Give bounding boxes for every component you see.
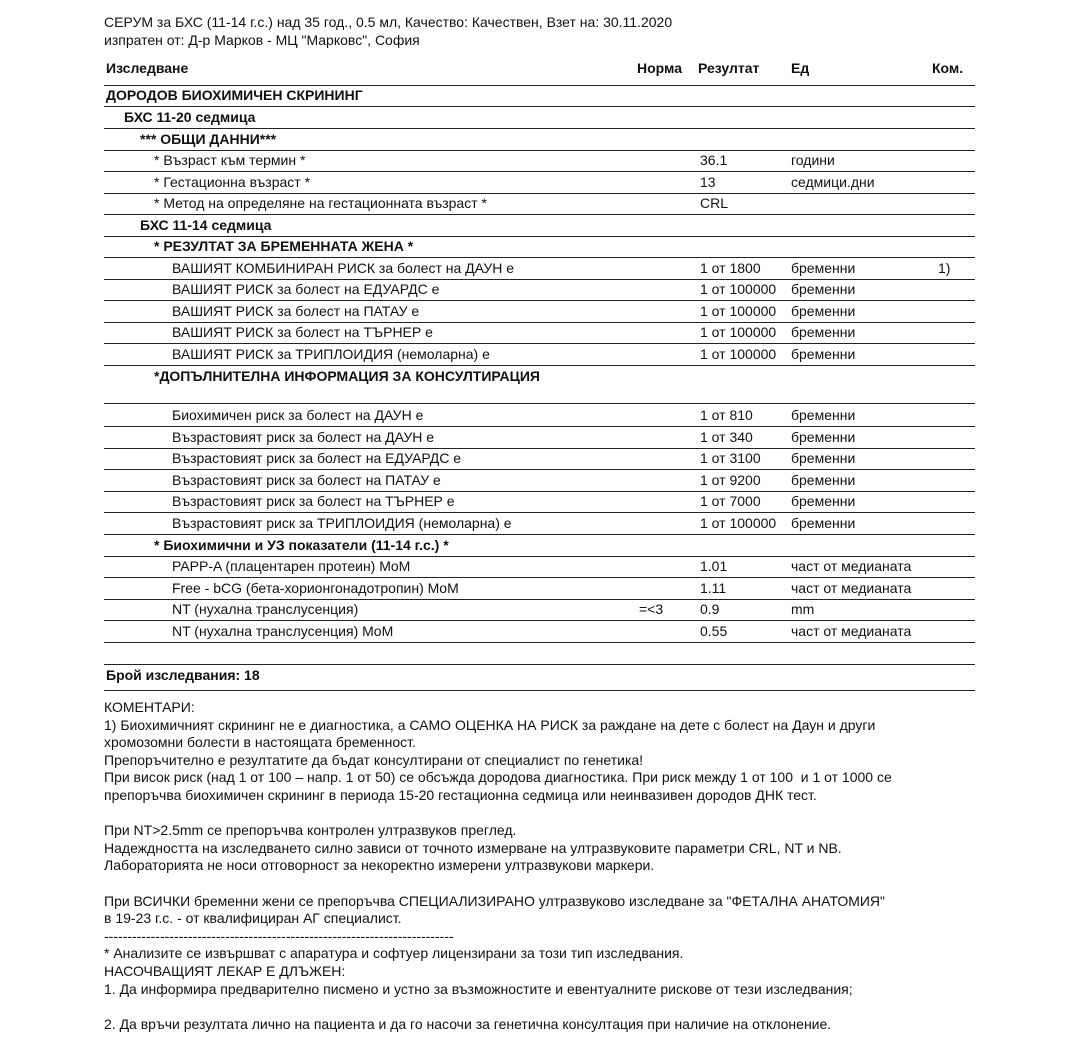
- report-header: [104, 13, 672, 49]
- test-count-label: Брой изследвания: 18: [106, 667, 260, 683]
- row-test-name: * РЕЗУЛТАТ ЗА БРЕМЕННАТА ЖЕНА *: [154, 238, 414, 254]
- row-test-name: Възрастовият риск за болест на ТЪРНЕР е: [172, 493, 455, 509]
- row-result: 1 от 7000: [700, 493, 761, 509]
- row-unit: бременни: [791, 324, 856, 340]
- table-row: [104, 85, 975, 106]
- table-row: [104, 236, 975, 257]
- table-row: [104, 193, 975, 214]
- comment-line: 1) Биохимичният скрининг не е диагностика, а САМО ОЦЕНКА НА РИСК за раждане на дете с болест на Даун и други: [104, 716, 876, 733]
- row-result: 1 от 9200: [700, 472, 761, 488]
- row-result: 1 от 340: [700, 429, 753, 445]
- comment-line: 1. Да информира предварително писмено и устно за възможностите и евентуалните рискове от тези изследвания;: [104, 980, 853, 997]
- comment-line: НАСОЧВАЩИЯТ ЛЕКАР Е ДЛЪЖЕН:: [104, 962, 346, 979]
- row-test-name: NT (нухална транслусенция) MoM: [172, 623, 394, 639]
- table-row: [104, 129, 975, 150]
- comments-section: [104, 699, 1004, 1033]
- table-row: [104, 344, 975, 365]
- row-result: 36.1: [700, 152, 728, 168]
- table-row: [104, 322, 975, 343]
- column-norm: Норма: [637, 60, 682, 76]
- row-test-name: БХС 11-20 седмица: [124, 109, 256, 125]
- row-test-name: * Метод на определяне на гестационната възраст *: [154, 195, 487, 211]
- row-unit: част от медианата: [791, 558, 912, 574]
- row-test-name: Възрастовият риск за ТРИПЛОИДИЯ (немоларна) е: [172, 515, 512, 531]
- row-unit: бременни: [791, 429, 856, 445]
- test-count: [104, 665, 975, 686]
- table-row: [104, 366, 975, 387]
- row-result: CRL: [700, 195, 729, 211]
- row-test-name: NT (нухална транслусенция): [172, 601, 359, 617]
- row-result: 13: [700, 174, 716, 190]
- row-unit: бременни: [791, 515, 856, 531]
- row-result: 1 от 100000: [700, 281, 777, 297]
- table-row: [104, 405, 975, 426]
- comment-line: При висок риск (над 1 от 100 – напр. 1 от 50) се обсъжда дородова диагностика. При риск между 1 от 100 и 1 от 1000 се: [104, 769, 892, 786]
- comment-line: При ВСИЧКИ бременни жени се препоръчва СПЕЦИАЛИЗИРАНО ултразвуково изследване за "ФЕТАЛНА АНАТОМИЯ": [104, 892, 886, 909]
- table-row: [104, 470, 975, 491]
- row-unit: бременни: [791, 303, 856, 319]
- comment-line: * Анализите се извършват с апаратура и софтуер лицензирани за този тип изследвания.: [104, 945, 684, 962]
- table-row: [104, 491, 975, 512]
- row-test-name: ДОРОДОВ БИОХИМИЧЕН СКРИНИНГ: [106, 87, 363, 103]
- row-test-name: Възрастовият риск за болест на ДАУН е: [172, 429, 435, 445]
- table-row: [104, 172, 975, 193]
- row-unit: бременни: [791, 407, 856, 423]
- table-row: [104, 448, 975, 469]
- row-unit: бременни: [791, 281, 856, 297]
- row-result: 1 от 100000: [700, 515, 777, 531]
- table-row: [104, 513, 975, 534]
- table-row: [104, 279, 975, 300]
- row-result: 1.01: [700, 558, 728, 574]
- column-unit: Ед: [791, 60, 810, 76]
- table-row: [104, 215, 975, 236]
- row-test-name: *** ОБЩИ ДАННИ***: [140, 131, 277, 147]
- comment-line: 2. Да връчи резултата лично на пациента и да го насочи за генетична консултация при наличие на отклонение.: [104, 1015, 832, 1032]
- row-test-name: БХС 11-14 седмица: [140, 217, 272, 233]
- table-row: [104, 301, 975, 322]
- comment-line: Препоръчително е резултатите да бъдат консултирани от специалист по генетика!: [104, 751, 644, 768]
- row-result: 0.55: [700, 623, 728, 639]
- table-row: [104, 427, 975, 448]
- column-result: Резултат: [698, 60, 760, 76]
- row-result: 1 от 3100: [700, 450, 761, 466]
- row-test-name: Free - bCG (бета-хорионгонадотропин) MoM: [172, 580, 459, 596]
- row-test-name: *ДОПЪЛНИТЕЛНА ИНФОРМАЦИЯ ЗА КОНСУЛТИРАЦИЯ: [154, 368, 540, 384]
- row-divider: [104, 403, 975, 404]
- row-unit: години: [791, 152, 835, 168]
- comment-line: [104, 998, 1004, 1016]
- table-row: [104, 535, 975, 556]
- column-test: Изследване: [106, 60, 189, 76]
- row-test-name: * Биохимични и УЗ показатели (11-14 г.с.) *: [154, 537, 449, 553]
- row-unit: част от медианата: [791, 623, 912, 639]
- comment-line: КОМЕНТАРИ:: [104, 699, 195, 715]
- row-unit: бременни: [791, 346, 856, 362]
- table-row: [104, 599, 975, 620]
- row-test-name: Възрастовият риск за болест на ПАТАУ е: [172, 472, 441, 488]
- row-test-name: * Възраст към термин *: [154, 152, 306, 168]
- row-norm: =<3: [639, 601, 664, 617]
- comment-line: ---------------------------------------------------------------------------: [104, 927, 454, 944]
- row-unit: бременни: [791, 260, 856, 276]
- row-unit: бременни: [791, 450, 856, 466]
- row-test-name: ВАШИЯТ РИСК за ТРИПЛОИДИЯ (немоларна) е: [172, 346, 490, 362]
- row-result: 1 от 100000: [700, 303, 777, 319]
- table-header: [104, 58, 989, 80]
- comment-line: в 19-23 г.с. - от квалифициран АГ специалист.: [104, 910, 402, 927]
- row-result: 1 от 100000: [700, 346, 777, 362]
- row-test-name: Възрастовият риск за болест на ЕДУАРДС е: [172, 450, 462, 466]
- table-row: [104, 150, 975, 171]
- row-result: 1 от 100000: [700, 324, 777, 340]
- row-divider: [104, 642, 975, 643]
- row-test-name: PAPP-A (плацентарен протеин) MoM: [172, 558, 411, 574]
- table-row: [104, 578, 975, 599]
- comment-line: [104, 805, 1004, 823]
- comment-line: препоръчва биохимичен скрининг в периода 15-20 гестационна седмица или неинвазивен дородов ДНК тест.: [104, 786, 817, 803]
- comment-line: [104, 875, 1004, 893]
- row-test-name: ВАШИЯТ РИСК за болест на ТЪРНЕР е: [172, 324, 433, 340]
- row-test-name: ВАШИЯТ РИСК за болест на ЕДУАРДС е: [172, 281, 440, 297]
- row-unit: част от медианата: [791, 580, 912, 596]
- count-divider: [104, 690, 975, 691]
- comment-line: Надеждността на изследването силно зависи от точното измерване на ултразвуковите параметри CRL, NT и NB.: [104, 839, 842, 856]
- row-unit: седмици.дни: [791, 174, 875, 190]
- sample-info: СЕРУМ за БХС (11-14 г.с.) над 35 год., 0.5 мл, Качество: Качествен, Взет на: 30.11.2020: [104, 14, 673, 30]
- row-test-name: Биохимичен риск за болест на ДАУН е: [172, 407, 424, 423]
- table-row: [104, 556, 975, 577]
- table-row: [104, 621, 975, 642]
- row-unit: бременни: [791, 493, 856, 509]
- row-result: 1 от 1800: [700, 260, 761, 276]
- column-comment: Ком.: [932, 60, 964, 76]
- row-unit: бременни: [791, 472, 856, 488]
- row-result: 1.11: [700, 580, 727, 596]
- row-unit: mm: [791, 601, 815, 617]
- row-comment: 1): [938, 260, 951, 276]
- comment-line: При NT>2.5mm се препоръчва контролен ултразвуков преглед.: [104, 822, 517, 839]
- table-row: [104, 258, 975, 279]
- row-test-name: ВАШИЯТ РИСК за болест на ПАТАУ е: [172, 303, 420, 319]
- row-result: 0.9: [700, 601, 720, 617]
- row-test-name: * Гестационна възраст *: [154, 174, 311, 190]
- comment-line: Лабораторията не носи отговорност за некоректно измерени ултразвукови маркери.: [104, 857, 655, 874]
- comment-line: хромозомни болести в настоящата бременност.: [104, 734, 416, 751]
- row-test-name: ВАШИЯТ КОМБИНИРАН РИСК за болест на ДАУН е: [172, 260, 515, 276]
- sender-info: изпратен от: Д-р Марков - МЦ "Марковс", София: [104, 32, 420, 48]
- row-result: 1 от 810: [700, 407, 753, 423]
- table-row: [104, 107, 975, 128]
